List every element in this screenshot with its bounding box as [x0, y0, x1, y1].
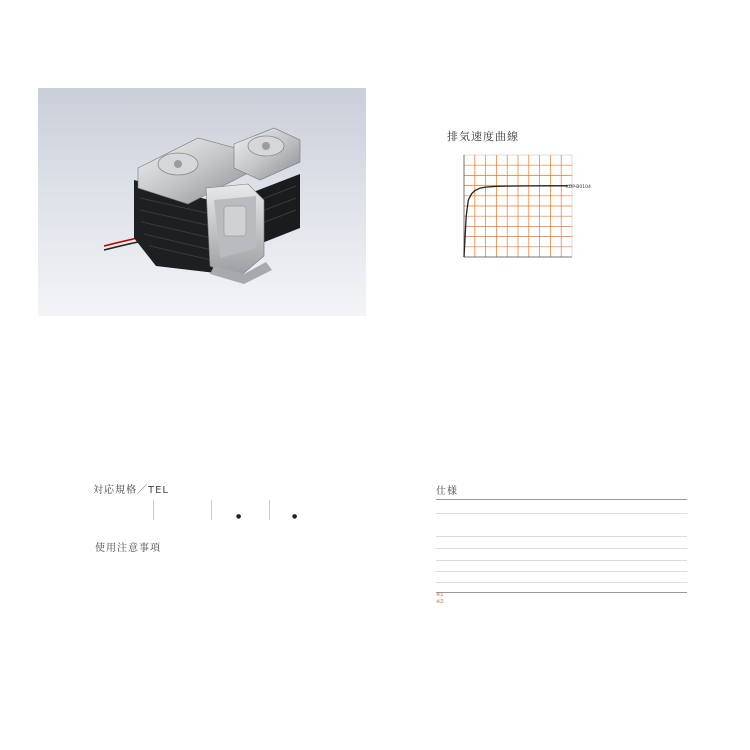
specification-heading: 仕様	[436, 486, 458, 497]
series-line	[464, 186, 568, 257]
footnote	[436, 599, 443, 605]
table-row	[436, 514, 687, 537]
vacuum-pump-image	[38, 88, 366, 316]
table-row	[436, 583, 687, 593]
table-top-rule	[436, 499, 687, 500]
table-row	[436, 501, 687, 514]
footnote-mark: ※2	[436, 599, 444, 605]
product-photo	[38, 88, 366, 316]
divider	[269, 500, 270, 520]
table-row	[436, 549, 687, 561]
compatible-standards-heading: 対応規格／TEL	[93, 485, 169, 496]
exhaust-speed-chart	[440, 145, 591, 270]
usage-notes-heading: 使用注意事項	[95, 543, 161, 554]
table-row	[436, 537, 687, 549]
table-row	[436, 572, 687, 583]
footnote	[436, 592, 443, 598]
spec-mark: ●	[292, 513, 298, 520]
table-row	[436, 561, 687, 572]
footnote-mark: ※1	[436, 592, 444, 598]
series-label: XDP-B0104	[565, 184, 591, 190]
chart-title: 排気速度曲線	[447, 130, 519, 143]
spec-mark: ●	[236, 513, 242, 520]
divider	[153, 500, 154, 520]
divider	[211, 500, 212, 520]
